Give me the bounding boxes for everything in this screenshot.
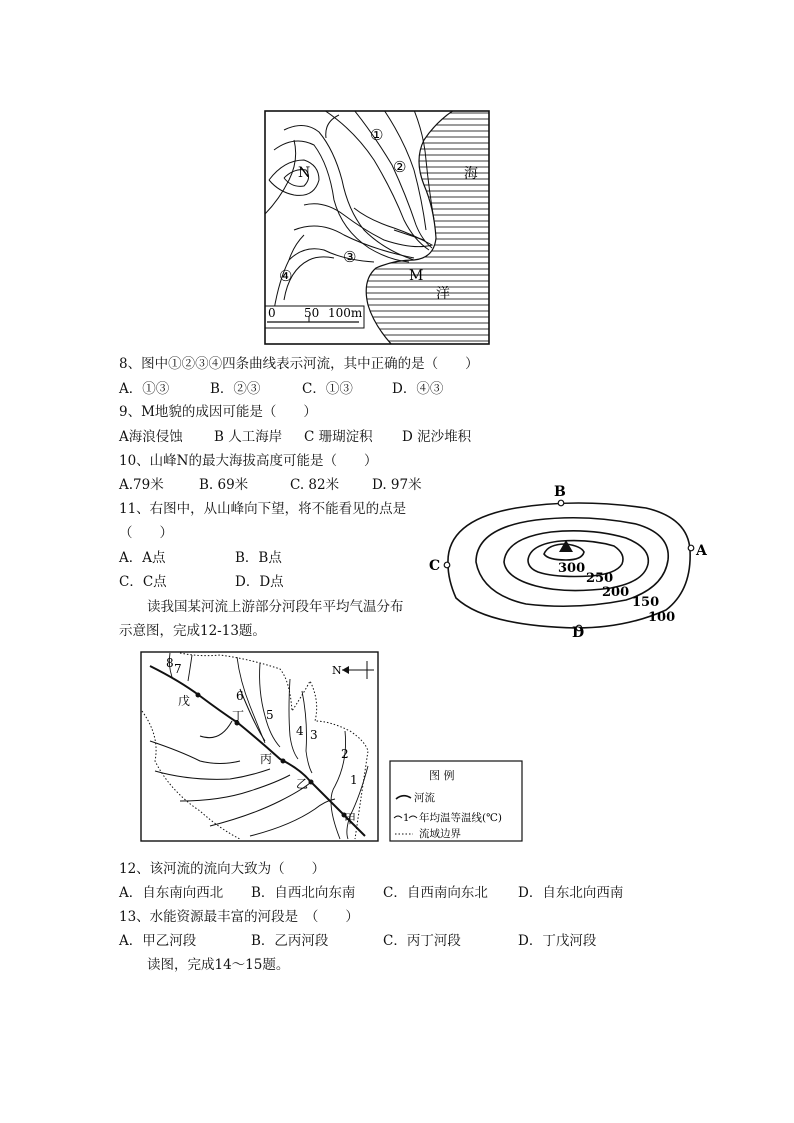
place-wu-label: 戊 [178, 694, 191, 708]
question-8-option-b[interactable]: B．②③ [210, 381, 261, 397]
isotherm-label-5: 5 [266, 708, 274, 722]
svg-text:1: 1 [403, 813, 410, 824]
contour-label-200: 200 [602, 585, 630, 600]
question-9-option-c[interactable]: C 珊瑚淀积 [304, 429, 373, 445]
scale-zero: 0 [268, 306, 276, 320]
question-8-option-c[interactable]: C．①③ [302, 381, 353, 397]
isotherm-label-2: 2 [341, 747, 349, 761]
intro-12-13-line1: 读我国某河流上游部分河段年平均气温分布 [147, 599, 404, 615]
river-label-4: ④ [279, 267, 293, 285]
isotherm-label-4: 4 [296, 724, 304, 738]
summit-icon [559, 540, 573, 552]
isotherm-label-6: 6 [236, 689, 244, 703]
question-13-option-c[interactable]: C．丙丁河段 [383, 933, 461, 949]
river-isotherm-map [140, 651, 380, 843]
point-b-marker [558, 500, 564, 506]
question-10-option-c[interactable]: C. 82米 [290, 477, 340, 493]
question-12-option-b[interactable]: B．自西北向东南 [251, 885, 356, 901]
isotherm-label-7: 7 [174, 662, 182, 676]
ocean-label: 洋 [436, 286, 450, 302]
question-13-option-d[interactable]: D．丁戊河段 [518, 933, 597, 949]
place-wu-marker [196, 693, 201, 698]
question-12-stem: 12、该河流的流向大致为（ ） [119, 861, 326, 877]
question-10-option-d[interactable]: D. 97米 [372, 477, 422, 493]
legend-boundary-label: 流域边界 [419, 828, 461, 840]
intro-14-15: 读图，完成14～15题。 [147, 957, 290, 973]
point-a-marker [688, 545, 694, 551]
question-9-stem: 9、M地貌的成因可能是（ ） [119, 404, 317, 420]
place-jia-label: 甲 [344, 812, 357, 826]
river-label-2: ② [393, 158, 407, 176]
question-9-option-b[interactable]: B 人工海岸 [214, 429, 283, 445]
point-label-m: M [409, 268, 424, 284]
scale-fifty: 50 [304, 306, 320, 320]
point-c-marker [444, 562, 450, 568]
isotherm-label-1: 1 [350, 773, 358, 787]
hill-contour-map [426, 480, 722, 640]
place-bing-label: 丙 [260, 752, 273, 766]
question-11-option-d[interactable]: D．D点 [235, 574, 284, 590]
legend-isotherm-label: 年均温等温线(℃) [419, 812, 502, 824]
question-12-option-d[interactable]: D．自东北向西南 [518, 885, 624, 901]
question-10-option-b[interactable]: B. 69米 [199, 477, 249, 493]
intro-12-13-line2: 示意图，完成12-13题。 [119, 623, 266, 639]
question-10-stem: 10、山峰N的最大海拔高度可能是（ ） [119, 453, 378, 469]
question-13-option-b[interactable]: B．乙丙河段 [251, 933, 329, 949]
scale-hundred: 100m [328, 306, 363, 320]
place-ding-label: 丁 [232, 709, 245, 723]
question-10-option-a[interactable]: A.79米 [119, 477, 164, 493]
contour-label-100: 100 [648, 610, 676, 625]
legend-river-label: 河流 [414, 792, 435, 804]
question-9-option-d[interactable]: D 泥沙堆积 [402, 429, 472, 445]
river-label-3: ③ [343, 248, 357, 266]
coastal-contour-map [264, 110, 490, 345]
contour-label-150: 150 [632, 595, 660, 610]
point-b-label: B [554, 484, 566, 500]
question-11-option-b[interactable]: B．B点 [235, 550, 282, 566]
legend-title: 图 例 [429, 769, 455, 782]
peak-label-n: N [298, 165, 311, 181]
question-8-option-a[interactable]: A．①③ [119, 381, 170, 397]
point-d-label: D [572, 625, 585, 640]
sea-area [366, 110, 490, 345]
sea-label: 海 [464, 166, 478, 182]
place-bing-marker [281, 759, 286, 764]
question-11-option-c[interactable]: C．C点 [119, 574, 167, 590]
question-9-option-a[interactable]: A海浪侵蚀 [119, 429, 183, 445]
point-c-label: C [429, 558, 441, 574]
point-a-label: A [696, 543, 707, 559]
question-11-stem: 11、右图中，从山峰向下望，将不能看见的点是 [119, 501, 407, 517]
contour-label-300: 300 [558, 561, 586, 576]
question-11-paren: （ ） [119, 525, 173, 541]
north-label: N [332, 664, 342, 677]
map-legend [389, 760, 523, 842]
contour-label-250: 250 [586, 571, 614, 586]
question-8-option-d[interactable]: D．④③ [392, 381, 444, 397]
river-label-1: ① [370, 126, 384, 144]
question-13-stem: 13、水能资源最丰富的河段是 （ ） [119, 909, 359, 925]
question-13-option-a[interactable]: A．甲乙河段 [119, 933, 197, 949]
isotherm-label-8: 8 [166, 656, 174, 670]
question-11-option-a[interactable]: A．A点 [119, 550, 166, 566]
question-12-option-c[interactable]: C．自西南向东北 [383, 885, 488, 901]
place-yi-marker [309, 780, 314, 785]
isotherm-label-3: 3 [310, 728, 318, 742]
question-8-stem: 8、图中①②③④四条曲线表示河流，其中正确的是（ ） [119, 356, 479, 372]
place-yi-label: 乙 [296, 777, 309, 791]
question-12-option-a[interactable]: A．自东南向西北 [119, 885, 224, 901]
